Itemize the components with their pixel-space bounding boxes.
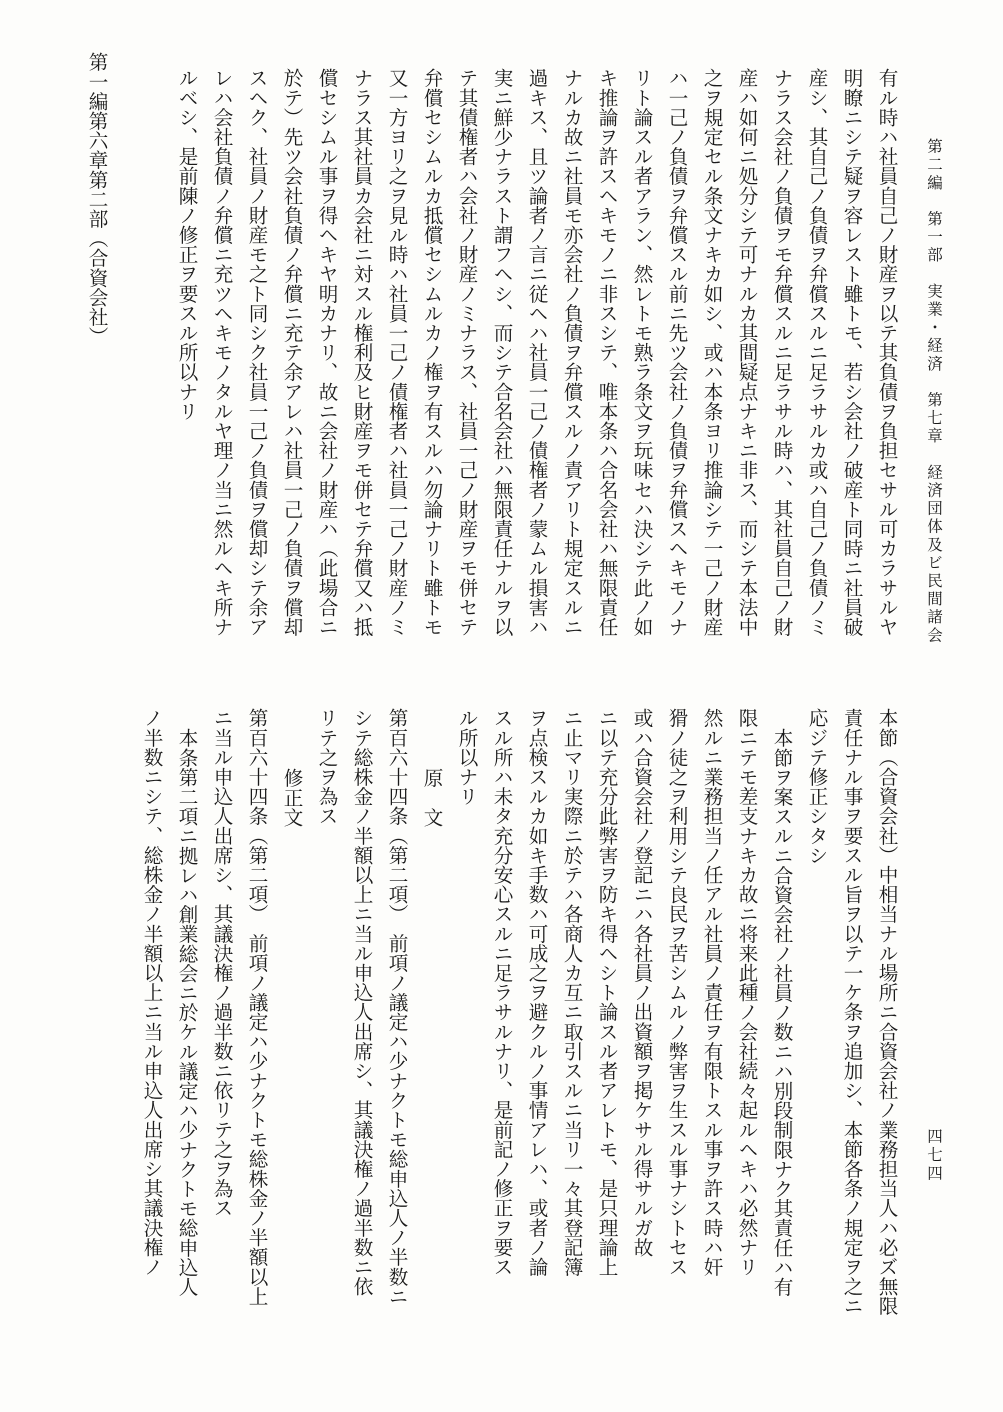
subheading-original-text: 原 文	[420, 768, 443, 827]
text-column: 実ニ鮮少ナラスト謂フヘシ、而シテ合名会社ハ無限責任ナルヲ以	[490, 68, 513, 637]
text-column: リテ之ヲ為ス	[315, 708, 338, 826]
text-column: 又一方ヨリ之ヲ見ル時ハ社員一己ノ債権者ハ社員一己ノ財産ノミ	[385, 68, 408, 637]
subheading-amended-text: 修正文	[280, 768, 303, 827]
text-column: 本節ヲ案スルニ合資会社ノ社員ノ数ニハ別段制限ナク其責任ハ有	[770, 728, 793, 1297]
text-column: ナルカ故ニ社員モ亦会社ノ負債ヲ弁償スルノ責アリト規定スルニ	[560, 68, 583, 637]
text-column: ヲ点検スルカ如キ手数ハ可成之ヲ避クルノ事情アレハ、或者ノ論	[525, 708, 548, 1277]
running-head: 第二編 第一部 実業・経済 第七章 経済団体及ビ民間諸会	[925, 138, 943, 645]
text-column: テ其債権者ハ会社ノ財産ノミナラス、社員一己ノ財産ヲモ併セテ	[455, 68, 478, 637]
section-heading: 第一編第六章第二部（合資会社）	[85, 52, 108, 346]
text-column: 限ニテモ差支ナキカ故ニ将来此種ノ会社続々起ルヘキハ必然ナリ	[735, 708, 758, 1277]
text-column: レハ会社負債ノ弁償ニ充ツヘキモノタルヤ理ノ当ニ然ルヘキ所ナ	[210, 68, 233, 637]
text-column: スヘク、社員ノ財産モ之ト同シク社員一己ノ負債ヲ償却シテ余ア	[245, 68, 268, 637]
text-column: 産ハ如何ニ処分シテ可ナルカ其間疑点ナキニ非ス、而シテ本法中	[735, 68, 758, 637]
text-column: 或ハ合資会社ノ登記ニハ各社員ノ出資額ヲ掲ケサル得サルガ故	[630, 708, 653, 1257]
text-column: 責任ナル事ヲ要スル旨ヲ以テ一ケ条ヲ追加シ、本節各条ノ規定ヲ之ニ	[840, 708, 863, 1316]
text-column: ルベシ、是前陳ノ修正ヲ要スル所以ナリ	[175, 68, 198, 421]
page-number: 四七四	[925, 1128, 943, 1184]
text-column: ル所以ナリ	[455, 708, 478, 806]
text-column: ニ以テ充分此弊害ヲ防キ得ヘシト論スル者アレトモ、是只理論上	[595, 708, 618, 1277]
text-column: 産シ、其自己ノ負債ヲ弁償スルニ足ラサルカ或ハ自己ノ負債ノミ	[805, 68, 828, 637]
text-column: 本条第二項ニ拠レハ創業総会ニ於ケル議定ハ少ナクトモ総申込人	[175, 728, 198, 1297]
text-column: 過キス、且ツ論者ノ言ニ従ヘハ社員一己ノ債権者ノ蒙ムル損害ハ	[525, 68, 548, 637]
text-column: ハ一己ノ負債ヲ弁償スル前ニ先ツ会社ノ負債ヲ弁償スヘキモノナ	[665, 68, 688, 637]
text-column: ナラス其社員カ会社ニ対スル権利及ヒ財産ヲモ併セテ弁償又ハ抵	[350, 68, 373, 637]
text-column: キ推論ヲ許スヘキモノニ非スシテ、唯本条ハ合名会社ハ無限責任	[595, 68, 618, 637]
text-column: 本節（合資会社）中相当ナル場所ニ合資会社ノ業務担当人ハ必ズ無限	[875, 708, 898, 1316]
text-column: 弁償セシムルカ抵償セシムルカノ権ヲ有スルハ勿論ナリト雖トモ	[420, 68, 443, 637]
text-column: 第百六十四条（第二項） 前項ノ議定ハ少ナクトモ総株金ノ半額以上	[245, 708, 268, 1306]
text-column: 有ル時ハ社員自己ノ財産ヲ以テ其負債ヲ負担セサル可カラサルヤ	[875, 68, 898, 637]
text-column: 応ジテ修正シタシ	[805, 708, 828, 865]
text-column: 然ルニ業務担当ノ任アル社員ノ責任ヲ有限トスル事ヲ許ス時ハ奸	[700, 708, 723, 1277]
text-column: 猾ノ徒之ヲ利用シテ良民ヲ苦シムルノ弊害ヲ生スル事ナシトセス	[665, 708, 688, 1277]
text-column: 於テ）先ツ会社負債ノ弁償ニ充テ余アレハ社員一己ノ負債ヲ償却	[280, 68, 303, 637]
text-column: 第百六十四条（第二項） 前項ノ議定ハ少ナクトモ総申込人ノ半数ニ	[385, 708, 408, 1306]
text-column: シテ総株金ノ半額以上ニ当ル申込人出席シ、其議決権ノ過半数ニ依	[350, 708, 373, 1296]
text-column: 償セシムル事ヲ得ヘキヤ明カナリ、故ニ会社ノ財産ハ（此場合ニ	[315, 68, 338, 637]
text-column: スル所ハ未タ充分安心スルニ足ラサルナリ、是前記ノ修正ヲ要ス	[490, 708, 513, 1277]
text-column: 明瞭ニシテ疑ヲ容レスト雖トモ、若シ会社ノ破産ト同時ニ社員破	[840, 68, 863, 637]
text-column: ニ止マリ実際ニ於テハ各商人カ互ニ取引スルニ当リ一々其登記簿	[560, 708, 583, 1277]
text-column: リト論スル者アラン、然レトモ熟ラ条文ヲ玩味セハ決シテ此ノ如	[630, 68, 653, 637]
text-column: 之ヲ規定セル条文ナキカ如シ、或ハ本条ヨリ推論シテ一己ノ財産	[700, 68, 723, 637]
text-column: ノ半数ニシテ、総株金ノ半額以上ニ当ル申込人出席シ其議決権ノ	[140, 708, 163, 1277]
text-column: ニ当ル申込人出席シ、其議決権ノ過半数ニ依リテ之ヲ為ス	[210, 708, 233, 1218]
text-column: ナラス会社ノ負債ヲモ弁償スルニ足ラサル時ハ、其社員自己ノ財	[770, 68, 793, 637]
